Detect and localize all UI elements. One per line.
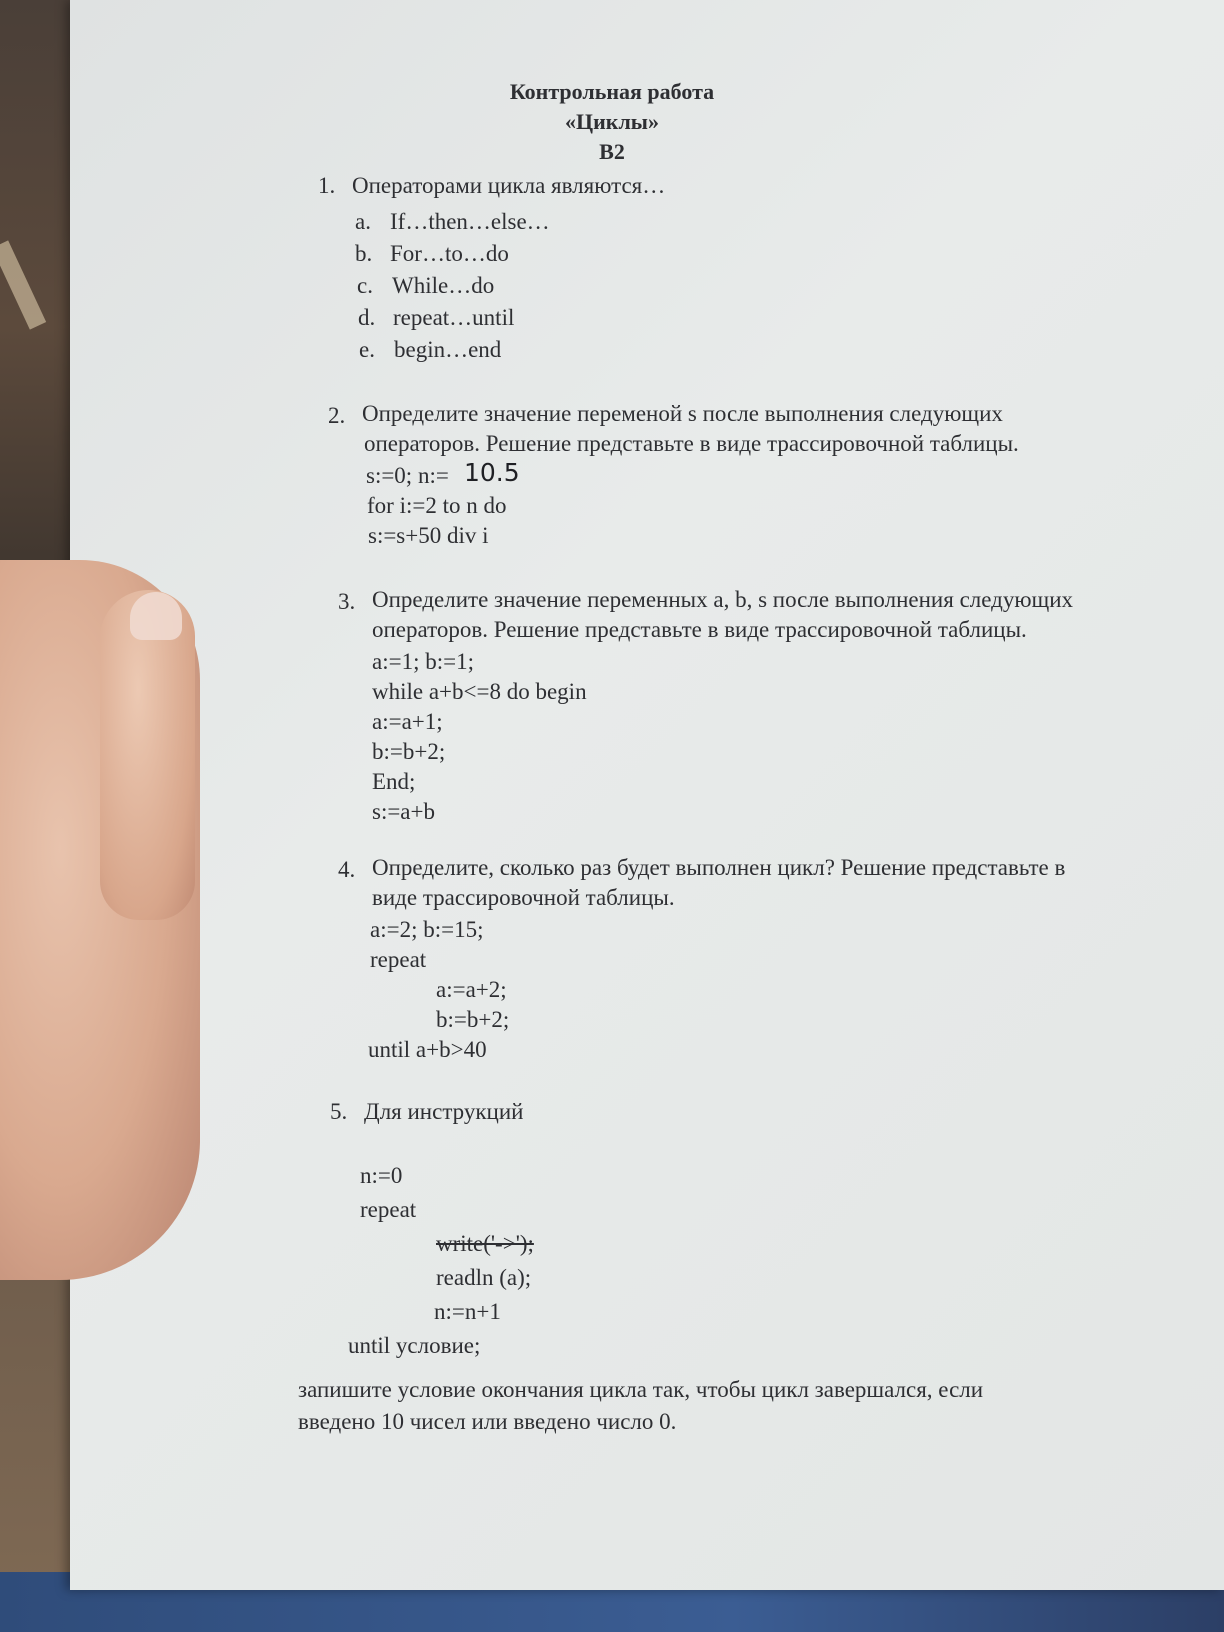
q5-ending-line1: запишите условие окончания цикла так, чтобы цикл завершался, если <box>298 1377 984 1402</box>
q2-code-line: for i:=2 to n do <box>367 493 507 518</box>
q4-code-line: repeat <box>370 947 427 972</box>
q5-code-line: repeat <box>360 1197 417 1222</box>
test-sheet <box>70 0 1224 1590</box>
q2-line1: Определите значение переменой s после выполнения следующих <box>362 401 1003 426</box>
q1-option-text: If…then…else… <box>390 209 550 234</box>
q4-code-line: a:=a+2; <box>436 977 507 1002</box>
q2-code-line: s:=0; n:= <box>366 463 449 488</box>
q1-option-letter: d. <box>358 305 376 330</box>
q5-number: 5. <box>330 1099 348 1124</box>
q1-number: 1. <box>318 173 336 198</box>
q2-handwritten-value: 10.5 <box>464 458 520 487</box>
q1-text: Операторами цикла являются… <box>352 173 666 198</box>
doc-subtitle: «Циклы» <box>565 109 659 134</box>
q4-line1: Определите, сколько раз будет выполнен цикл? Решение представьте в <box>372 855 1066 880</box>
q5-text: Для инструкций <box>364 1099 524 1124</box>
q3-line1: Определите значение переменных a, b, s после выполнения следующих <box>372 587 1074 612</box>
q4-code-line: a:=2; b:=15; <box>370 917 484 942</box>
q5-code-line-struck: write('->'); <box>436 1231 534 1256</box>
q2-number: 2. <box>328 403 346 428</box>
q3-code-line: End; <box>372 769 416 794</box>
q4-code-line: b:=b+2; <box>436 1007 510 1032</box>
q3-code-line: a:=1; b:=1; <box>372 649 474 674</box>
q1-option-letter: c. <box>357 273 373 298</box>
q1-option-text: For…to…do <box>390 241 509 266</box>
q3-number: 3. <box>338 589 356 614</box>
q5-ending-line2: введено 10 чисел или введено число 0. <box>298 1409 677 1434</box>
q3-code-line: s:=a+b <box>372 799 435 824</box>
doc-variant: В2 <box>599 139 625 164</box>
q5-code-line: n:=0 <box>360 1163 403 1188</box>
q3-line2: операторов. Решение представьте в виде трассировочной таблицы. <box>372 617 1027 642</box>
thumbnail <box>130 592 182 640</box>
q3-code-line: a:=a+1; <box>372 709 443 734</box>
q3-code-line: while a+b<=8 do begin <box>372 679 587 704</box>
q1-option-text: begin…end <box>394 337 502 362</box>
q1-option-letter: b. <box>355 241 373 266</box>
q1-option-letter: a. <box>355 209 371 234</box>
q4-code-line: until a+b>40 <box>368 1037 487 1062</box>
q5-code-line: n:=n+1 <box>434 1299 501 1324</box>
q3-code-line: b:=b+2; <box>372 739 446 764</box>
q2-code-line: s:=s+50 div i <box>368 523 489 548</box>
doc-title: Контрольная работа <box>509 79 715 104</box>
q1-option-text: repeat…until <box>393 305 515 330</box>
q1-option-text: While…do <box>392 273 495 298</box>
q5-code-line: readln (a); <box>436 1265 532 1290</box>
q4-line2: виде трассировочной таблицы. <box>372 885 675 910</box>
background-object <box>0 240 46 329</box>
q4-number: 4. <box>338 857 356 882</box>
q2-line2: операторов. Решение представьте в виде трассировочной таблицы. <box>364 431 1019 456</box>
q5-code-line: until условие; <box>348 1333 481 1358</box>
q1-option-letter: e. <box>359 337 375 362</box>
